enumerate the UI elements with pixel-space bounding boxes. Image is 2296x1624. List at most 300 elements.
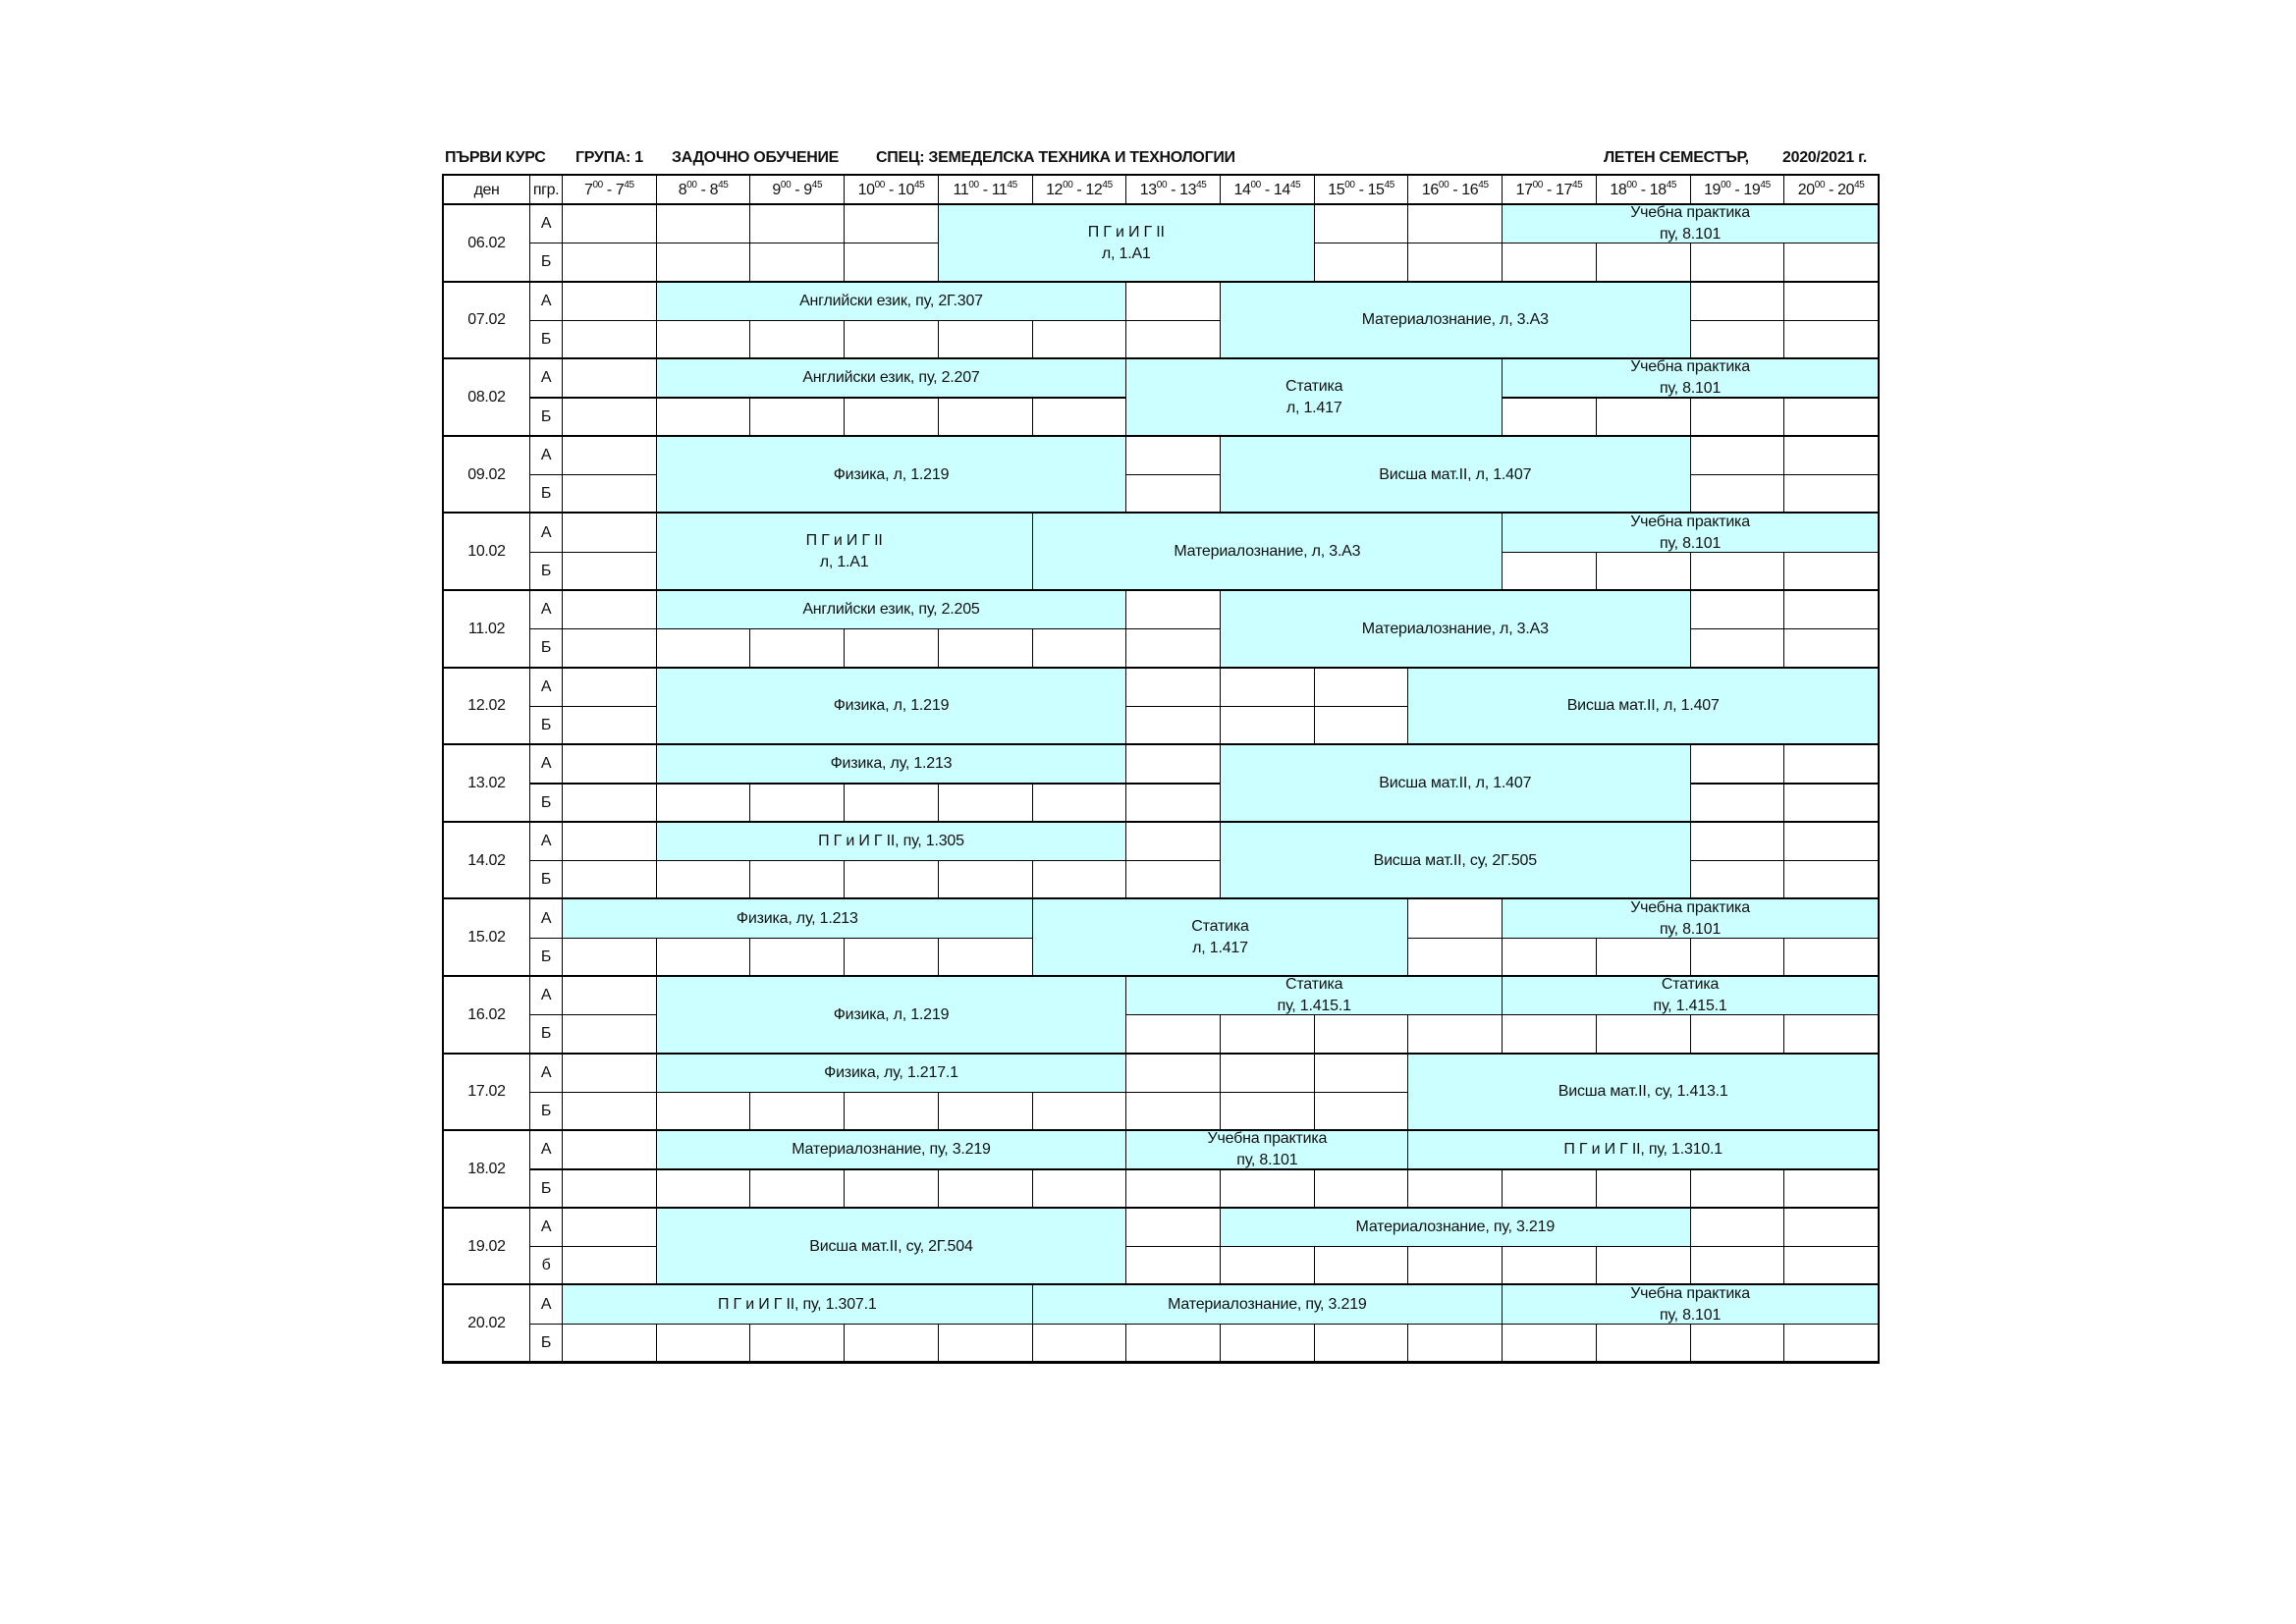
empty-slot-cell <box>1407 1169 1503 1209</box>
empty-slot-cell <box>1032 628 1127 668</box>
empty-slot-cell <box>1125 474 1221 514</box>
empty-slot-cell <box>1502 398 1597 437</box>
empty-slot-cell <box>1596 552 1691 591</box>
column-header-slot: 16 $^{00}$ - 16 $^{45}$ <box>1407 175 1503 205</box>
empty-slot-cell <box>562 1130 657 1169</box>
empty-slot-cell <box>656 1169 751 1209</box>
empty-slot-cell <box>1314 1014 1409 1054</box>
subgroup-label: А <box>529 822 563 861</box>
semester-label: ЛЕТЕН СЕМЕСТЪР, <box>1604 149 1749 166</box>
subgroup-label: Б <box>529 784 563 823</box>
class-block: Физика, лу, 1.213 <box>562 898 1033 938</box>
subgroup-label: А <box>529 668 563 707</box>
empty-slot-cell <box>1314 706 1409 745</box>
year-label: 2020/2021 г. <box>1782 149 1867 166</box>
slot-time-part: 9 <box>803 181 812 198</box>
subgroup-label: А <box>529 898 563 938</box>
empty-slot-cell <box>1407 204 1503 244</box>
empty-slot-cell <box>1783 822 1879 861</box>
slot-time-part: 00 <box>1063 180 1073 190</box>
class-block: Висша мат.II, су, 2Г.504 <box>656 1208 1127 1286</box>
slot-time-part: 11 <box>991 181 1008 198</box>
empty-slot-cell <box>938 860 1033 899</box>
empty-slot-cell <box>562 706 657 745</box>
class-block: Статика пу, 1.415.1 <box>1502 976 1879 1015</box>
empty-slot-cell <box>1690 822 1785 861</box>
class-block: П Г и И Г II л, 1.А1 <box>938 204 1315 283</box>
empty-slot-cell <box>1690 744 1785 784</box>
empty-slot-cell <box>1502 243 1597 282</box>
empty-slot-cell <box>1783 474 1879 514</box>
slot-time-part: 10 <box>898 181 914 198</box>
empty-slot-cell <box>562 513 657 552</box>
empty-slot-cell <box>1125 668 1221 707</box>
empty-slot-cell <box>1502 1324 1597 1363</box>
empty-slot-cell <box>1690 320 1785 359</box>
empty-slot-cell <box>562 976 657 1015</box>
class-block: Учебна практика пу, 8.101 <box>1502 204 1879 244</box>
column-header-slot: 15 $^{00}$ - 15 $^{45}$ <box>1314 175 1409 205</box>
empty-slot-cell <box>1314 668 1409 707</box>
slot-time-part: 10 <box>857 181 875 198</box>
empty-slot-cell <box>1690 436 1785 475</box>
empty-slot-cell <box>562 552 657 591</box>
empty-slot-cell <box>1690 243 1785 282</box>
empty-slot-cell <box>1690 398 1785 437</box>
column-header-slot: 18 $^{00}$ - 18 $^{45}$ <box>1596 175 1691 205</box>
empty-slot-cell <box>1690 628 1785 668</box>
subgroup-label: Б <box>529 706 563 745</box>
empty-slot-cell <box>1314 1169 1409 1209</box>
class-block: Учебна практика пу, 8.101 <box>1502 513 1879 552</box>
empty-slot-cell <box>1690 474 1785 514</box>
slot-time-part: 14 <box>1233 181 1251 198</box>
empty-slot-cell <box>656 860 751 899</box>
empty-slot-cell <box>1032 398 1127 437</box>
empty-slot-cell <box>562 1208 657 1247</box>
class-block: Физика, л, 1.219 <box>656 436 1127 514</box>
empty-slot-cell <box>1690 1014 1785 1054</box>
empty-slot-cell <box>1032 784 1127 823</box>
empty-slot-cell <box>1125 282 1221 321</box>
day-label: 20.02 <box>443 1284 530 1363</box>
subgroup-label: Б <box>529 1324 563 1363</box>
subgroup-label: А <box>529 1130 563 1169</box>
empty-slot-cell <box>1596 1014 1691 1054</box>
slot-time-part: 45 <box>1760 180 1771 190</box>
empty-slot-cell <box>1596 938 1691 977</box>
empty-slot-cell <box>844 1092 939 1131</box>
empty-slot-cell <box>1314 243 1409 282</box>
slot-time-part: 19 <box>1743 181 1761 198</box>
empty-slot-cell <box>1407 898 1503 938</box>
empty-slot-cell <box>562 744 657 784</box>
slot-time-part: 15 <box>1367 181 1385 198</box>
day-label: 08.02 <box>443 358 530 437</box>
empty-slot-cell <box>749 1324 845 1363</box>
empty-slot-cell <box>562 398 657 437</box>
empty-slot-cell <box>1032 1092 1127 1131</box>
empty-slot-cell <box>1220 1324 1315 1363</box>
empty-slot-cell <box>1783 1014 1879 1054</box>
empty-slot-cell <box>1125 744 1221 784</box>
empty-slot-cell <box>656 1092 751 1131</box>
class-block: Английски език, пу, 2.205 <box>656 590 1127 629</box>
empty-slot-cell <box>1502 1246 1597 1285</box>
empty-slot-cell <box>938 1169 1033 1209</box>
class-block: Материалознание, пу, 3.219 <box>656 1130 1127 1169</box>
class-block: П Г и И Г II л, 1.А1 <box>656 513 1033 591</box>
empty-slot-cell <box>656 1324 751 1363</box>
subgroup-label: А <box>529 1284 563 1324</box>
day-label: 17.02 <box>443 1054 530 1132</box>
empty-slot-cell <box>1314 1324 1409 1363</box>
subgroup-label: А <box>529 976 563 1015</box>
class-block: Физика, лу, 1.217.1 <box>656 1054 1127 1093</box>
empty-slot-cell <box>938 1324 1033 1363</box>
empty-slot-cell <box>844 784 939 823</box>
empty-slot-cell <box>562 1246 657 1285</box>
slot-time-part: 16 <box>1421 181 1439 198</box>
empty-slot-cell <box>1125 1246 1221 1285</box>
empty-slot-cell <box>1032 1324 1127 1363</box>
empty-slot-cell <box>938 938 1033 977</box>
empty-slot-cell <box>844 938 939 977</box>
empty-slot-cell <box>1407 243 1503 282</box>
slot-time-part: 45 <box>1289 180 1301 190</box>
subgroup-label: Б <box>529 1014 563 1054</box>
slot-time-part: 15 <box>1328 181 1345 198</box>
slot-time-part: 00 <box>1626 180 1637 190</box>
class-block: Физика, л, 1.219 <box>656 668 1127 746</box>
slot-time-part: 00 <box>1532 180 1543 190</box>
empty-slot-cell <box>1125 1054 1221 1093</box>
class-block: Висша мат.II, л, 1.407 <box>1220 436 1691 514</box>
empty-slot-cell <box>562 822 657 861</box>
day-label: 12.02 <box>443 668 530 746</box>
empty-slot-cell <box>1220 1054 1315 1093</box>
empty-slot-cell <box>749 1092 845 1131</box>
day-label: 14.02 <box>443 822 530 900</box>
empty-slot-cell <box>1783 1246 1879 1285</box>
day-label: 11.02 <box>443 590 530 669</box>
empty-slot-cell <box>1690 1324 1785 1363</box>
empty-slot-cell <box>656 204 751 244</box>
empty-slot-cell <box>1690 860 1785 899</box>
class-block: Материалознание, пу, 3.219 <box>1220 1208 1691 1247</box>
empty-slot-cell <box>562 1092 657 1131</box>
empty-slot-cell <box>562 590 657 629</box>
slot-time-part: 7 <box>584 181 593 198</box>
empty-slot-cell <box>1314 1092 1409 1131</box>
empty-slot-cell <box>1690 938 1785 977</box>
empty-slot-cell <box>1220 1014 1315 1054</box>
empty-slot-cell <box>1783 398 1879 437</box>
slot-time-part: 45 <box>718 180 729 190</box>
subgroup-label: б <box>529 1246 563 1285</box>
day-label: 09.02 <box>443 436 530 514</box>
empty-slot-cell <box>562 1169 657 1209</box>
empty-slot-cell <box>1596 398 1691 437</box>
subgroup-label: А <box>529 1054 563 1093</box>
slot-time-part: 13 <box>1179 181 1197 198</box>
empty-slot-cell <box>749 243 845 282</box>
slot-time-part: 8 <box>678 181 687 198</box>
column-header-subgroup: пгр. <box>529 175 563 205</box>
empty-slot-cell <box>938 320 1033 359</box>
class-block: Учебна практика пу, 8.101 <box>1502 898 1879 938</box>
class-block: Висша мат.II, су, 1.413.1 <box>1407 1054 1879 1132</box>
class-block: Материалознание, л, 3.А3 <box>1220 590 1691 669</box>
empty-slot-cell <box>844 204 939 244</box>
empty-slot-cell <box>1220 706 1315 745</box>
empty-slot-cell <box>844 243 939 282</box>
empty-slot-cell <box>1690 282 1785 321</box>
empty-slot-cell <box>1125 1324 1221 1363</box>
subgroup-label: Б <box>529 1092 563 1131</box>
empty-slot-cell <box>562 860 657 899</box>
empty-slot-cell <box>1125 822 1221 861</box>
class-block: Английски език, пу, 2.207 <box>656 358 1127 398</box>
slot-time-part: 7 <box>615 181 625 198</box>
empty-slot-cell <box>844 1324 939 1363</box>
class-block: П Г и И Г II, пу, 1.305 <box>656 822 1127 861</box>
class-block: Статика пу, 1.415.1 <box>1125 976 1503 1015</box>
subgroup-label: Б <box>529 474 563 514</box>
empty-slot-cell <box>1690 590 1785 629</box>
empty-slot-cell <box>1125 860 1221 899</box>
subgroup-label: А <box>529 436 563 475</box>
empty-slot-cell <box>1032 860 1127 899</box>
empty-slot-cell <box>844 398 939 437</box>
column-header-slot: 13 $^{00}$ - 13 $^{45}$ <box>1125 175 1221 205</box>
column-header-slot: 10 $^{00}$ - 10 $^{45}$ <box>844 175 939 205</box>
empty-slot-cell <box>1783 552 1879 591</box>
day-label: 13.02 <box>443 744 530 823</box>
empty-slot-cell <box>749 204 845 244</box>
empty-slot-cell <box>1783 436 1879 475</box>
day-label: 16.02 <box>443 976 530 1055</box>
empty-slot-cell <box>1032 1169 1127 1209</box>
empty-slot-cell <box>1502 552 1597 591</box>
class-block: Материалознание, л, 3.А3 <box>1032 513 1503 591</box>
slot-time-part: 00 <box>1344 180 1355 190</box>
empty-slot-cell <box>1502 1014 1597 1054</box>
column-header-slot: 14 $^{00}$ - 14 $^{45}$ <box>1220 175 1315 205</box>
empty-slot-cell <box>1783 320 1879 359</box>
empty-slot-cell <box>656 784 751 823</box>
slot-time-part: 45 <box>1007 180 1017 190</box>
class-block: П Г и И Г II, пу, 1.310.1 <box>1407 1130 1879 1169</box>
empty-slot-cell <box>1407 938 1503 977</box>
empty-slot-cell <box>656 243 751 282</box>
slot-time-part: 19 <box>1704 181 1722 198</box>
slot-time-part: 12 <box>1085 181 1103 198</box>
empty-slot-cell <box>1690 552 1785 591</box>
empty-slot-cell <box>749 398 845 437</box>
empty-slot-cell <box>562 1014 657 1054</box>
empty-slot-cell <box>1314 1246 1409 1285</box>
empty-slot-cell <box>562 938 657 977</box>
empty-slot-cell <box>1783 784 1879 823</box>
day-label: 07.02 <box>443 282 530 360</box>
subgroup-label: Б <box>529 552 563 591</box>
course-label: ПЪРВИ КУРС <box>445 149 546 166</box>
empty-slot-cell <box>562 1054 657 1093</box>
subgroup-label: Б <box>529 860 563 899</box>
slot-time-part: 20 <box>1797 181 1815 198</box>
subgroup-label: Б <box>529 1169 563 1209</box>
column-header-slot: 12 $^{00}$ - 12 $^{45}$ <box>1032 175 1127 205</box>
slot-time-part: 14 <box>1273 181 1290 198</box>
empty-slot-cell <box>1783 590 1879 629</box>
class-block: Физика, л, 1.219 <box>656 976 1127 1055</box>
slot-time-part: 45 <box>1854 180 1865 190</box>
empty-slot-cell <box>1125 320 1221 359</box>
slot-time-part: 45 <box>1196 180 1207 190</box>
form-label: ЗАДОЧНО ОБУЧЕНИЕ <box>672 149 840 166</box>
class-block: Висша мат.II, су, 2Г.505 <box>1220 822 1691 900</box>
empty-slot-cell <box>656 938 751 977</box>
slot-time-part: 45 <box>914 180 925 190</box>
empty-slot-cell <box>1125 706 1221 745</box>
empty-slot-cell <box>844 860 939 899</box>
day-label: 15.02 <box>443 898 530 977</box>
class-block: Учебна практика пу, 8.101 <box>1125 1130 1408 1169</box>
subgroup-label: А <box>529 204 563 244</box>
empty-slot-cell <box>844 1169 939 1209</box>
subgroup-label: А <box>529 744 563 784</box>
slot-time-part: 12 <box>1046 181 1064 198</box>
empty-slot-cell <box>1783 1324 1879 1363</box>
empty-slot-cell <box>1125 590 1221 629</box>
empty-slot-cell <box>562 243 657 282</box>
subgroup-label: А <box>529 590 563 629</box>
slot-time-part: 16 <box>1461 181 1479 198</box>
column-header-day: ден <box>443 175 530 205</box>
class-block: Физика, лу, 1.213 <box>656 744 1127 784</box>
empty-slot-cell <box>562 436 657 475</box>
empty-slot-cell <box>749 320 845 359</box>
empty-slot-cell <box>562 668 657 707</box>
empty-slot-cell <box>562 358 657 398</box>
class-block: Материалознание, л, 3.А3 <box>1220 282 1691 360</box>
empty-slot-cell <box>1220 1092 1315 1131</box>
slot-time-part: 18 <box>1649 181 1667 198</box>
empty-slot-cell <box>1596 1246 1691 1285</box>
empty-slot-cell <box>938 398 1033 437</box>
subgroup-label: Б <box>529 628 563 668</box>
slot-time-part: 00 <box>968 180 979 190</box>
empty-slot-cell <box>1125 784 1221 823</box>
empty-slot-cell <box>1125 436 1221 475</box>
subgroup-label: А <box>529 513 563 552</box>
empty-slot-cell <box>1783 938 1879 977</box>
empty-slot-cell <box>749 860 845 899</box>
empty-slot-cell <box>938 628 1033 668</box>
slot-time-part: 00 <box>1814 180 1826 190</box>
class-block: Висша мат.II, л, 1.407 <box>1407 668 1879 746</box>
class-block: Материалознание, пу, 3.219 <box>1032 1284 1503 1324</box>
slot-time-part: 17 <box>1556 181 1572 198</box>
column-header-slot: 11 $^{00}$ - 11 $^{45}$ <box>938 175 1033 205</box>
slot-time-part: 45 <box>1666 180 1677 190</box>
class-block: Висша мат.II, л, 1.407 <box>1220 744 1691 823</box>
empty-slot-cell <box>1125 1169 1221 1209</box>
class-block: Английски език, пу, 2Г.307 <box>656 282 1127 321</box>
slot-time-part: 00 <box>780 180 792 190</box>
empty-slot-cell <box>1596 1324 1691 1363</box>
class-block: П Г и И Г II, пу, 1.307.1 <box>562 1284 1033 1324</box>
slot-time-part: 00 <box>1156 180 1168 190</box>
empty-slot-cell <box>562 474 657 514</box>
class-block: Статика л, 1.417 <box>1125 358 1503 437</box>
slot-time-part: 11 <box>953 181 969 198</box>
empty-slot-cell <box>1690 1208 1785 1247</box>
slot-time-part: 00 <box>686 180 697 190</box>
empty-slot-cell <box>1125 628 1221 668</box>
class-block: Учебна практика пу, 8.101 <box>1502 1284 1879 1324</box>
column-header-slot: 20 $^{00}$ - 20 $^{45}$ <box>1783 175 1879 205</box>
column-header-slot: 19 $^{00}$ - 19 $^{45}$ <box>1690 175 1785 205</box>
empty-slot-cell <box>1407 1014 1503 1054</box>
subgroup-label: А <box>529 282 563 321</box>
empty-slot-cell <box>562 320 657 359</box>
empty-slot-cell <box>1596 243 1691 282</box>
specialty-label: СПЕЦ: ЗЕМЕДЕЛСКА ТЕХНИКА И ТЕХНОЛОГИИ <box>876 149 1235 166</box>
empty-slot-cell <box>562 784 657 823</box>
slot-time-part: 18 <box>1610 181 1627 198</box>
slot-time-part: 00 <box>1721 180 1731 190</box>
empty-slot-cell <box>1783 1169 1879 1209</box>
empty-slot-cell <box>844 628 939 668</box>
slot-time-part: 00 <box>874 180 885 190</box>
class-block: Статика л, 1.417 <box>1032 898 1409 977</box>
empty-slot-cell <box>1220 668 1315 707</box>
day-label: 10.02 <box>443 513 530 591</box>
column-header-slot: 7 $^{00}$ - 7 $^{45}$ <box>562 175 657 205</box>
empty-slot-cell <box>1314 1054 1409 1093</box>
empty-slot-cell <box>1220 1169 1315 1209</box>
empty-slot-cell <box>938 784 1033 823</box>
empty-slot-cell <box>1125 1092 1221 1131</box>
slot-time-part: 8 <box>709 181 719 198</box>
empty-slot-cell <box>1596 1169 1691 1209</box>
empty-slot-cell <box>1690 1246 1785 1285</box>
slot-time-part: 45 <box>1102 180 1113 190</box>
empty-slot-cell <box>562 204 657 244</box>
empty-slot-cell <box>1502 938 1597 977</box>
empty-slot-cell <box>1407 1246 1503 1285</box>
column-header-slot: 17 $^{00}$ - 17 $^{45}$ <box>1502 175 1597 205</box>
empty-slot-cell <box>656 628 751 668</box>
empty-slot-cell <box>562 282 657 321</box>
empty-slot-cell <box>562 628 657 668</box>
empty-slot-cell <box>656 398 751 437</box>
group-label: ГРУПА: 1 <box>575 149 643 166</box>
slot-time-part: 17 <box>1515 181 1533 198</box>
slot-time-part: 45 <box>624 180 634 190</box>
subgroup-label: Б <box>529 938 563 977</box>
empty-slot-cell <box>1314 204 1409 244</box>
empty-slot-cell <box>1125 1014 1221 1054</box>
empty-slot-cell <box>938 1092 1033 1131</box>
empty-slot-cell <box>1783 628 1879 668</box>
empty-slot-cell <box>1125 1208 1221 1247</box>
subgroup-label: Б <box>529 320 563 359</box>
empty-slot-cell <box>656 320 751 359</box>
empty-slot-cell <box>1783 860 1879 899</box>
